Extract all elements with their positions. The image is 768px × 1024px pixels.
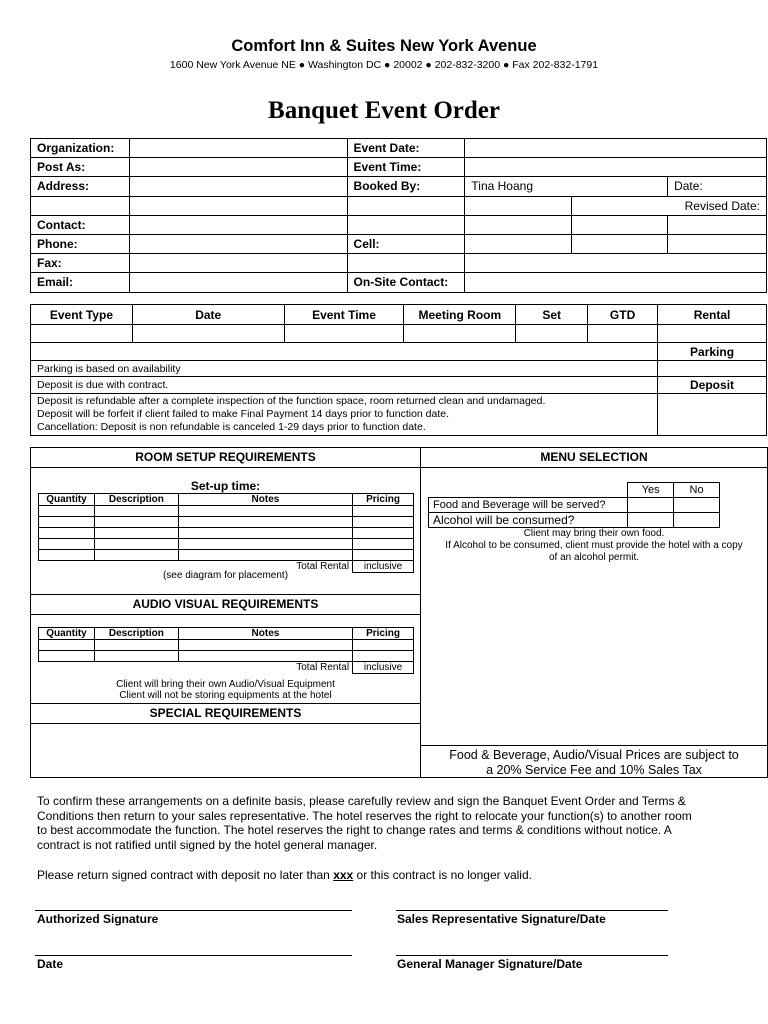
col-rental: Rental <box>658 305 767 325</box>
date-label: Date: <box>674 179 703 194</box>
menu-column <box>421 448 767 777</box>
col-notes: Notes <box>178 628 352 640</box>
deposit-value-cell[interactable] <box>658 394 767 436</box>
table-row <box>429 498 720 513</box>
return-note <box>37 868 737 883</box>
requirements-section <box>30 447 768 778</box>
event-date-label: Event Date: <box>347 139 465 158</box>
av-table <box>38 627 414 674</box>
cell[interactable] <box>39 651 95 662</box>
col-notes: Notes <box>178 494 352 506</box>
sales-rep-signature-line[interactable] <box>396 910 668 911</box>
organization-field[interactable] <box>129 139 347 158</box>
cell[interactable] <box>39 640 95 651</box>
cell[interactable] <box>353 517 414 528</box>
empty-cell <box>465 254 767 273</box>
divider <box>31 594 420 595</box>
document-title: Banquet Event Order <box>268 97 500 124</box>
cell[interactable] <box>94 517 178 528</box>
col-quantity: Quantity <box>39 628 95 640</box>
paragraph-line: contract is not ratified until signed by the hotel general manager. <box>37 837 378 852</box>
return-deadline: xxx <box>333 868 354 882</box>
empty-cell <box>429 483 628 498</box>
table-row <box>31 254 767 273</box>
table-row <box>31 139 767 158</box>
hotel-address: 1600 New York Avenue NE ● Washington DC ● 20002 ● 202-832-3200 ● Fax 202-832-1791 <box>169 59 599 71</box>
table-header-row <box>39 628 414 640</box>
cell[interactable] <box>178 640 352 651</box>
gm-signature-line[interactable] <box>396 955 668 956</box>
table-row <box>31 177 767 196</box>
empty-cell <box>347 196 465 215</box>
date-line[interactable] <box>35 955 352 956</box>
table-header-row <box>31 305 767 325</box>
return-note-text: Please return signed contract with deposit no later than <box>37 868 334 882</box>
empty-cell <box>572 234 668 253</box>
event-time-field[interactable] <box>465 158 767 177</box>
table-row <box>31 273 767 292</box>
av-note-1: Client will bring their own Audio/Visual Equipment <box>116 679 335 690</box>
col-date: Date <box>132 305 284 325</box>
authorized-signature-line[interactable] <box>35 910 352 911</box>
address-field[interactable] <box>129 177 347 196</box>
empty-cell <box>347 215 465 234</box>
deposit-note: Deposit is due with contract. <box>31 377 658 394</box>
fax-field[interactable] <box>129 254 347 273</box>
alcohol-yes-cell[interactable] <box>628 513 674 528</box>
parking-value-cell[interactable] <box>658 361 767 377</box>
food-question: Food and Beverage will be served? <box>429 498 628 513</box>
alcohol-no-cell[interactable] <box>674 513 720 528</box>
table-row <box>31 394 767 436</box>
cell[interactable] <box>178 506 352 517</box>
cell[interactable] <box>94 528 178 539</box>
organization-label: Organization: <box>31 139 130 158</box>
address-label: Address: <box>31 177 130 196</box>
revised-date-cell[interactable] <box>572 196 767 215</box>
cell[interactable] <box>178 517 352 528</box>
table-row <box>39 517 414 528</box>
event-date-field[interactable] <box>465 139 767 158</box>
event-time-label: Event Time: <box>347 158 465 177</box>
table-row <box>31 325 767 343</box>
no-header: No <box>674 483 720 498</box>
onsite-contact-label: On-Site Contact: <box>347 273 465 292</box>
paragraph-line: to best accommodate the function. The hotel reserves the right to change rates and terms & conditions without notice. A <box>37 823 672 837</box>
room-setup-table <box>38 493 414 573</box>
table-row <box>39 651 414 662</box>
col-pricing: Pricing <box>353 628 414 640</box>
authorized-signature-label: Authorized Signature <box>37 912 159 926</box>
meeting-room-cell[interactable] <box>404 325 516 343</box>
divider <box>421 467 767 468</box>
diagram-note: (see diagram for placement) <box>162 570 289 581</box>
table-row <box>39 506 414 517</box>
set-cell[interactable] <box>516 325 588 343</box>
cell[interactable] <box>353 506 414 517</box>
return-note-text: or this contract is no longer valid. <box>353 868 532 882</box>
cell[interactable] <box>353 651 414 662</box>
cell[interactable] <box>39 528 95 539</box>
booked-by-value[interactable]: Tina Hoang <box>465 177 668 196</box>
event-type-cell[interactable] <box>31 325 133 343</box>
empty-cell <box>465 215 572 234</box>
date-label: Date <box>37 957 64 971</box>
col-meeting-room: Meeting Room <box>404 305 516 325</box>
col-event-type: Event Type <box>31 305 133 325</box>
contact-label: Contact: <box>31 215 130 234</box>
setup-time-label: Set-up time: <box>190 479 261 493</box>
requirements-column <box>31 448 421 777</box>
client-info-table <box>30 138 767 293</box>
av-heading: AUDIO VISUAL REQUIREMENTS <box>132 597 319 611</box>
alcohol-question: Alcohol will be consumed? <box>429 513 628 528</box>
table-row <box>39 528 414 539</box>
divider <box>31 614 420 615</box>
divider <box>31 467 420 468</box>
cell[interactable] <box>353 539 414 550</box>
menu-note-2: If Alcohol to be consumed, client must provide the hotel with a copy <box>445 540 743 551</box>
cell[interactable] <box>353 550 414 561</box>
menu-table <box>428 482 720 528</box>
empty-cell <box>668 234 767 253</box>
empty-cell <box>465 196 572 215</box>
table-row <box>31 361 767 377</box>
col-description: Description <box>94 628 178 640</box>
col-gtd: GTD <box>588 305 658 325</box>
cell[interactable] <box>178 550 352 561</box>
price-note-2: a 20% Service Fee and 10% Sales Tax <box>486 763 702 777</box>
cell[interactable] <box>353 528 414 539</box>
col-event-time: Event Time <box>284 305 404 325</box>
table-row <box>31 215 767 234</box>
col-pricing: Pricing <box>353 494 414 506</box>
cell[interactable] <box>94 550 178 561</box>
revised-date-label: Revised Date: <box>684 198 760 213</box>
menu-heading: MENU SELECTION <box>540 450 648 464</box>
deposit-terms <box>31 394 658 436</box>
phone-label: Phone: <box>31 234 130 253</box>
room-setup-heading: ROOM SETUP REQUIREMENTS <box>135 450 316 464</box>
onsite-contact-field[interactable] <box>465 273 767 292</box>
fax-label: Fax: <box>31 254 130 273</box>
cell[interactable] <box>39 517 95 528</box>
parking-note: Parking is based on availability <box>31 361 658 377</box>
cell[interactable] <box>178 528 352 539</box>
divider <box>31 703 420 704</box>
special-heading: SPECIAL REQUIREMENTS <box>149 706 302 720</box>
cell[interactable] <box>94 651 178 662</box>
av-note-2: Client will not be storing equipments at the hotel <box>119 690 332 701</box>
cell[interactable] <box>39 506 95 517</box>
menu-note-1: Client may bring their own food. <box>523 528 665 539</box>
total-row <box>39 662 414 674</box>
menu-note-3: of an alcohol permit. <box>548 552 640 563</box>
empty-cell <box>668 215 767 234</box>
rental-cell[interactable] <box>658 325 767 343</box>
cell-label: Cell: <box>347 234 465 253</box>
event-time-cell[interactable] <box>284 325 404 343</box>
table-row <box>429 513 720 528</box>
food-yes-cell[interactable] <box>628 498 674 513</box>
table-row <box>31 158 767 177</box>
term-line: Deposit will be forfeit if client failed to make Final Payment 14 days prior to function date. <box>37 408 450 420</box>
empty-cell <box>31 343 658 361</box>
event-table <box>30 304 767 436</box>
table-row <box>39 550 414 561</box>
email-field[interactable] <box>129 273 347 292</box>
hotel-name: Comfort Inn & Suites New York Avenue <box>231 37 537 55</box>
gtd-cell[interactable] <box>588 325 658 343</box>
cell[interactable] <box>94 640 178 651</box>
col-quantity: Quantity <box>39 494 95 506</box>
post-as-field[interactable] <box>129 158 347 177</box>
confirmation-paragraph <box>37 794 737 852</box>
divider <box>421 745 767 746</box>
col-set: Set <box>516 305 588 325</box>
total-rental-value: inclusive <box>353 561 414 573</box>
sales-rep-signature-label: Sales Representative Signature/Date <box>397 912 606 926</box>
gm-signature-label: General Manager Signature/Date <box>397 957 583 971</box>
cell[interactable] <box>353 640 414 651</box>
cell-field[interactable] <box>465 234 572 253</box>
table-header-row <box>429 483 720 498</box>
date-cell[interactable] <box>132 325 284 343</box>
cell[interactable] <box>178 539 352 550</box>
cell[interactable] <box>178 651 352 662</box>
booked-by-label: Booked By: <box>347 177 465 196</box>
parking-label: Parking <box>658 343 767 361</box>
phone-field[interactable] <box>129 234 347 253</box>
email-label: Email: <box>31 273 130 292</box>
food-no-cell[interactable] <box>674 498 720 513</box>
address-field-2[interactable] <box>129 196 347 215</box>
empty-cell <box>347 254 465 273</box>
table-row <box>31 343 767 361</box>
cell[interactable] <box>94 506 178 517</box>
contact-field[interactable] <box>129 215 347 234</box>
booked-date-cell[interactable] <box>668 177 767 196</box>
table-row <box>39 539 414 550</box>
table-row <box>31 377 767 394</box>
term-line: Deposit is refundable after a complete inspection of the function space, room returned clean and undamaged. <box>37 395 546 407</box>
cell[interactable] <box>39 539 95 550</box>
deposit-label: Deposit <box>658 377 767 394</box>
cell[interactable] <box>39 550 95 561</box>
post-as-label: Post As: <box>31 158 130 177</box>
cell[interactable] <box>94 539 178 550</box>
empty-cell <box>572 215 668 234</box>
total-rental-label: Total Rental <box>296 662 350 674</box>
price-note-1: Food & Beverage, Audio/Visual Prices are subject to <box>449 748 739 762</box>
divider <box>31 723 420 724</box>
table-header-row <box>39 494 414 506</box>
total-rental-label: Total Rental <box>296 561 350 573</box>
col-description: Description <box>94 494 178 506</box>
paragraph-line: Conditions then return to your sales representative. The hotel reserves the right to relocate your function(s) to another room <box>37 808 692 823</box>
paragraph-line: To confirm these arrangements on a definite basis, please carefully review and sign the Banquet Event Order and Terms & <box>37 794 686 808</box>
total-rental-value: inclusive <box>353 662 414 674</box>
empty-cell <box>31 196 130 215</box>
yes-header: Yes <box>628 483 674 498</box>
term-line: Cancellation: Deposit is non refundable is canceled 1-29 days prior to function date. <box>37 421 426 433</box>
table-row <box>31 234 767 253</box>
table-row <box>31 196 767 215</box>
table-row <box>39 640 414 651</box>
